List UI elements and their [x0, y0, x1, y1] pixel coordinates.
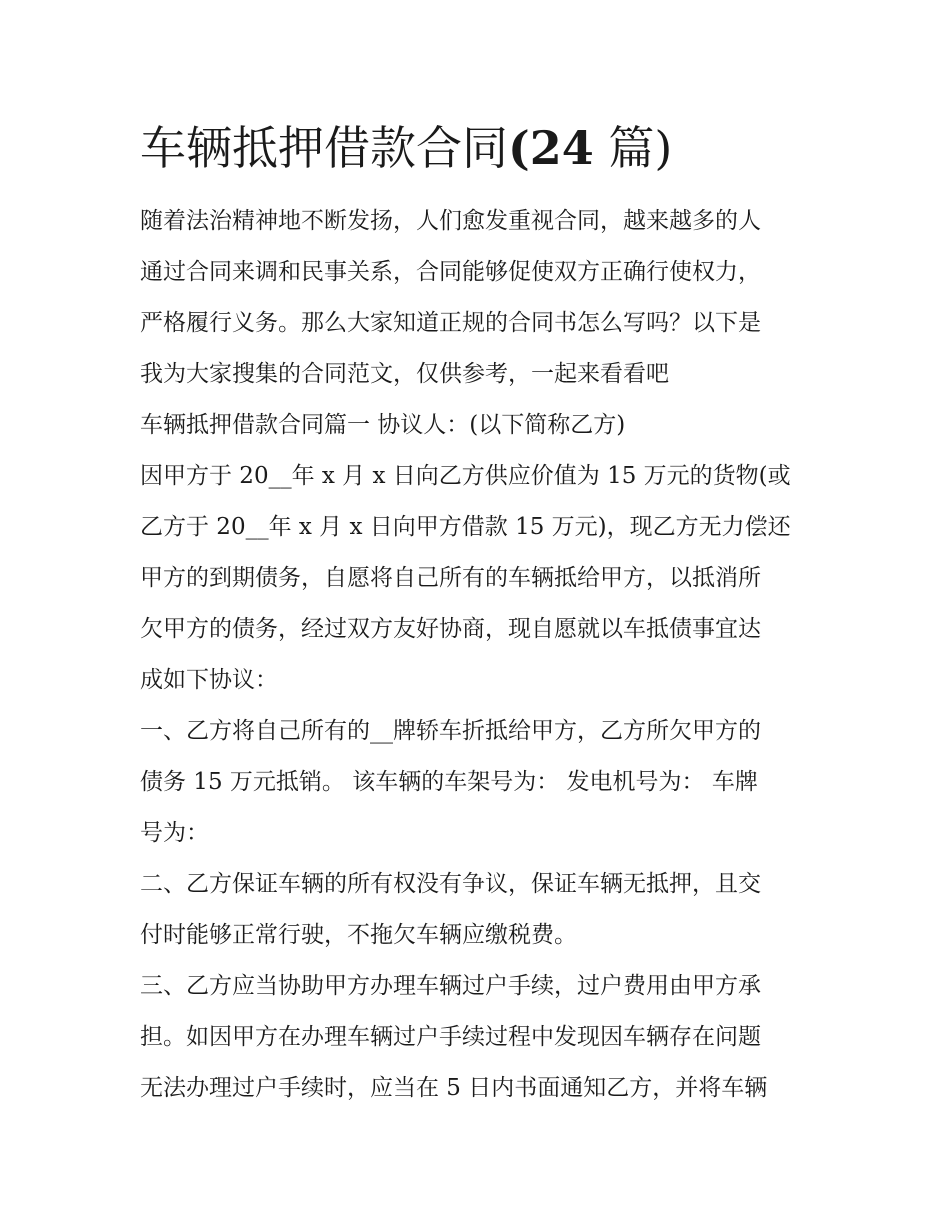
text-line: 担。如因甲方在办理车辆过户手续过程中发现因车辆存在问题 [140, 1024, 761, 1050]
text-line: 随着法治精神地不断发扬，人们愈发重视合同，越来越多的人 [140, 208, 761, 234]
text-line: 无法办理过户手续时，应当在 5 日内书面通知乙方，并将车辆 [140, 1075, 768, 1101]
title-count: 篇) [593, 121, 673, 175]
text-line: 号为： [140, 820, 209, 846]
text-line: 成如下协议： [140, 667, 278, 693]
text-line: 甲方的到期债务，自愿将自己所有的车辆抵给甲方，以抵消所 [140, 565, 761, 591]
text-line: 债务 15 万元抵销。 该车辆的车架号为： 发电机号为： 车牌 [140, 769, 758, 795]
text-line: 付时能够正常行驶，不拖欠车辆应缴税费。 [140, 922, 577, 948]
text-line: 通过合同来调和民事关系，合同能够促使双方正确行使权力， [140, 259, 761, 285]
text-line: 我为大家搜集的合同范文，仅供参考，一起来看看吧 [140, 361, 669, 387]
title-main: 车辆抵押借款合同 [140, 121, 508, 175]
text-line: 乙方于 20__年 x 月 x 日向甲方借款 15 万元)，现乙方无力偿还 [140, 514, 791, 540]
document-body [140, 196, 820, 1114]
text-line: 三、乙方应当协助甲方办理车辆过户手续，过户费用由甲方承 [140, 973, 761, 999]
text-line: 车辆抵押借款合同篇一 协议人：(以下简称乙方) [140, 412, 626, 438]
text-line: 严格履行义务。那么大家知道正规的合同书怎么写吗？以下是 [140, 310, 761, 336]
text-line: 二、乙方保证车辆的所有权没有争议，保证车辆无抵押，且交 [140, 871, 761, 897]
text-line: 一、乙方将自己所有的__牌轿车折抵给甲方，乙方所欠甲方的 [140, 718, 761, 744]
document-title [140, 118, 672, 178]
title-paren: (24 [508, 121, 594, 175]
text-line: 欠甲方的债务，经过双方友好协商，现自愿就以车抵债事宜达 [140, 616, 761, 642]
text-line: 因甲方于 20__年 x 月 x 日向乙方供应价值为 15 万元的货物(或 [140, 463, 791, 489]
